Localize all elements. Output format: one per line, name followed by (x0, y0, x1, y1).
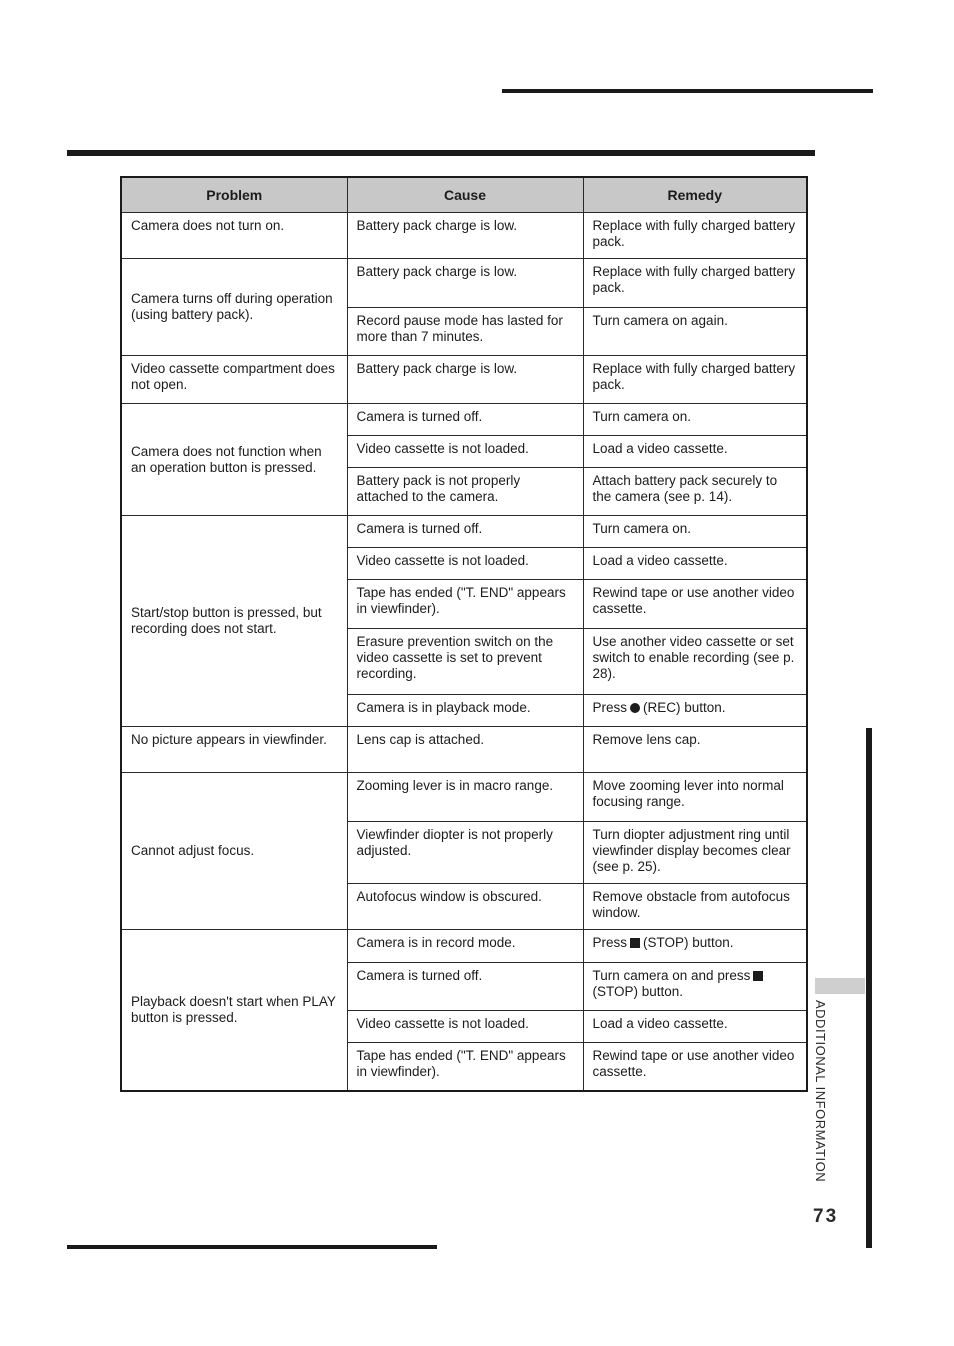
cause-cell: Video cassette is not loaded. (347, 436, 583, 467)
problem-cell: Video cassette compartment does not open. (121, 355, 347, 403)
cause-cell: Battery pack charge is low. (347, 213, 583, 259)
remedy-cell: Replace with fully charged battery pack. (583, 213, 807, 259)
remedy-cell: Replace with fully charged battery pack. (583, 259, 807, 307)
table-row (121, 727, 807, 773)
cause-cell: Autofocus window is obscured. (347, 884, 583, 930)
cause-cell: Viewfinder diopter is not properly adjusted. (347, 821, 583, 883)
remedy-cell (583, 962, 807, 1010)
remedy-cell: Load a video cassette. (583, 548, 807, 580)
remedy-cell: Rewind tape or use another video cassette. (583, 580, 807, 628)
header-cause: Cause (347, 177, 583, 213)
table-header-row (121, 177, 807, 213)
stop-square-icon (753, 971, 763, 981)
remedy-text-pre: Press (592, 699, 628, 715)
remedy-cell: Turn camera on. (583, 515, 807, 547)
cause-cell: Tape has ended ("T. END" appears in viewfinder). (347, 580, 583, 628)
cause-cell: Camera is turned off. (347, 404, 583, 436)
problem-cell: Start/stop button is pressed, but recording does not start. (121, 515, 347, 726)
cause-cell: Erasure prevention switch on the video cassette is set to prevent recording. (347, 628, 583, 694)
problem-cell: Camera does not function when an operation button is pressed. (121, 404, 347, 516)
table-row (121, 773, 807, 821)
section-tab-marker (815, 978, 865, 994)
top-short-rule (502, 89, 873, 93)
header-problem: Problem (121, 177, 347, 213)
remedy-cell (583, 930, 807, 962)
side-vertical-rule (866, 728, 872, 1248)
table-row (121, 355, 807, 403)
remedy-cell: Rewind tape or use another video cassette. (583, 1043, 807, 1091)
remedy-text-post: (STOP) button. (643, 935, 734, 951)
cause-cell: Battery pack charge is low. (347, 259, 583, 307)
remedy-text-post: (REC) button. (643, 699, 726, 715)
top-long-rule (67, 150, 815, 156)
bottom-rule (67, 1245, 437, 1249)
remedy-cell: Use another video cassette or set switch to enable recording (see p. 28). (583, 628, 807, 694)
stop-square-icon (630, 938, 640, 948)
remedy-cell: Remove obstacle from autofocus window. (583, 884, 807, 930)
remedy-cell: Load a video cassette. (583, 436, 807, 467)
cause-cell: Tape has ended ("T. END" appears in viewfinder). (347, 1043, 583, 1091)
cause-cell: Camera is turned off. (347, 515, 583, 547)
remedy-cell: Remove lens cap. (583, 727, 807, 773)
cause-cell: Video cassette is not loaded. (347, 548, 583, 580)
rec-circle-icon (630, 703, 640, 713)
table-row (121, 213, 807, 259)
cause-cell: Video cassette is not loaded. (347, 1010, 583, 1042)
problem-cell: Camera turns off during operation (using battery pack). (121, 259, 347, 356)
table-row (121, 404, 807, 436)
remedy-text-pre: Turn camera on and press (592, 967, 751, 983)
cause-cell: Lens cap is attached. (347, 727, 583, 773)
remedy-cell: Load a video cassette. (583, 1010, 807, 1042)
cause-cell: Camera is turned off. (347, 962, 583, 1010)
remedy-cell: Attach battery pack securely to the camera (see p. 14). (583, 467, 807, 515)
problem-cell: Playback doesn't start when PLAY button is pressed. (121, 930, 347, 1091)
remedy-text-post: (STOP) button. (592, 983, 684, 999)
cause-cell: Camera is in playback mode. (347, 694, 583, 726)
remedy-cell: Turn diopter adjustment ring until viewfinder display becomes clear (see p. 25). (583, 821, 807, 883)
table-row (121, 259, 807, 307)
problem-cell: Cannot adjust focus. (121, 773, 347, 930)
table-row (121, 930, 807, 962)
troubleshooting-table (120, 176, 808, 1092)
cause-cell: Record pause mode has lasted for more than 7 minutes. (347, 307, 583, 355)
cause-cell: Battery pack charge is low. (347, 355, 583, 403)
problem-cell: No picture appears in viewfinder. (121, 727, 347, 773)
remedy-cell: Move zooming lever into normal focusing range. (583, 773, 807, 821)
table-row (121, 515, 807, 547)
remedy-cell: Turn camera on. (583, 404, 807, 436)
cause-cell: Battery pack is not properly attached to the camera. (347, 467, 583, 515)
remedy-cell (583, 694, 807, 726)
cause-cell: Camera is in record mode. (347, 930, 583, 962)
cause-cell: Zooming lever is in macro range. (347, 773, 583, 821)
remedy-cell: Replace with fully charged battery pack. (583, 355, 807, 403)
section-label: ADDITIONAL INFORMATION (813, 1000, 828, 1183)
problem-cell: Camera does not turn on. (121, 213, 347, 259)
page-number: 73 (813, 1206, 839, 1227)
remedy-text-pre: Press (592, 935, 628, 951)
header-remedy: Remedy (583, 177, 807, 213)
remedy-cell: Turn camera on again. (583, 307, 807, 355)
